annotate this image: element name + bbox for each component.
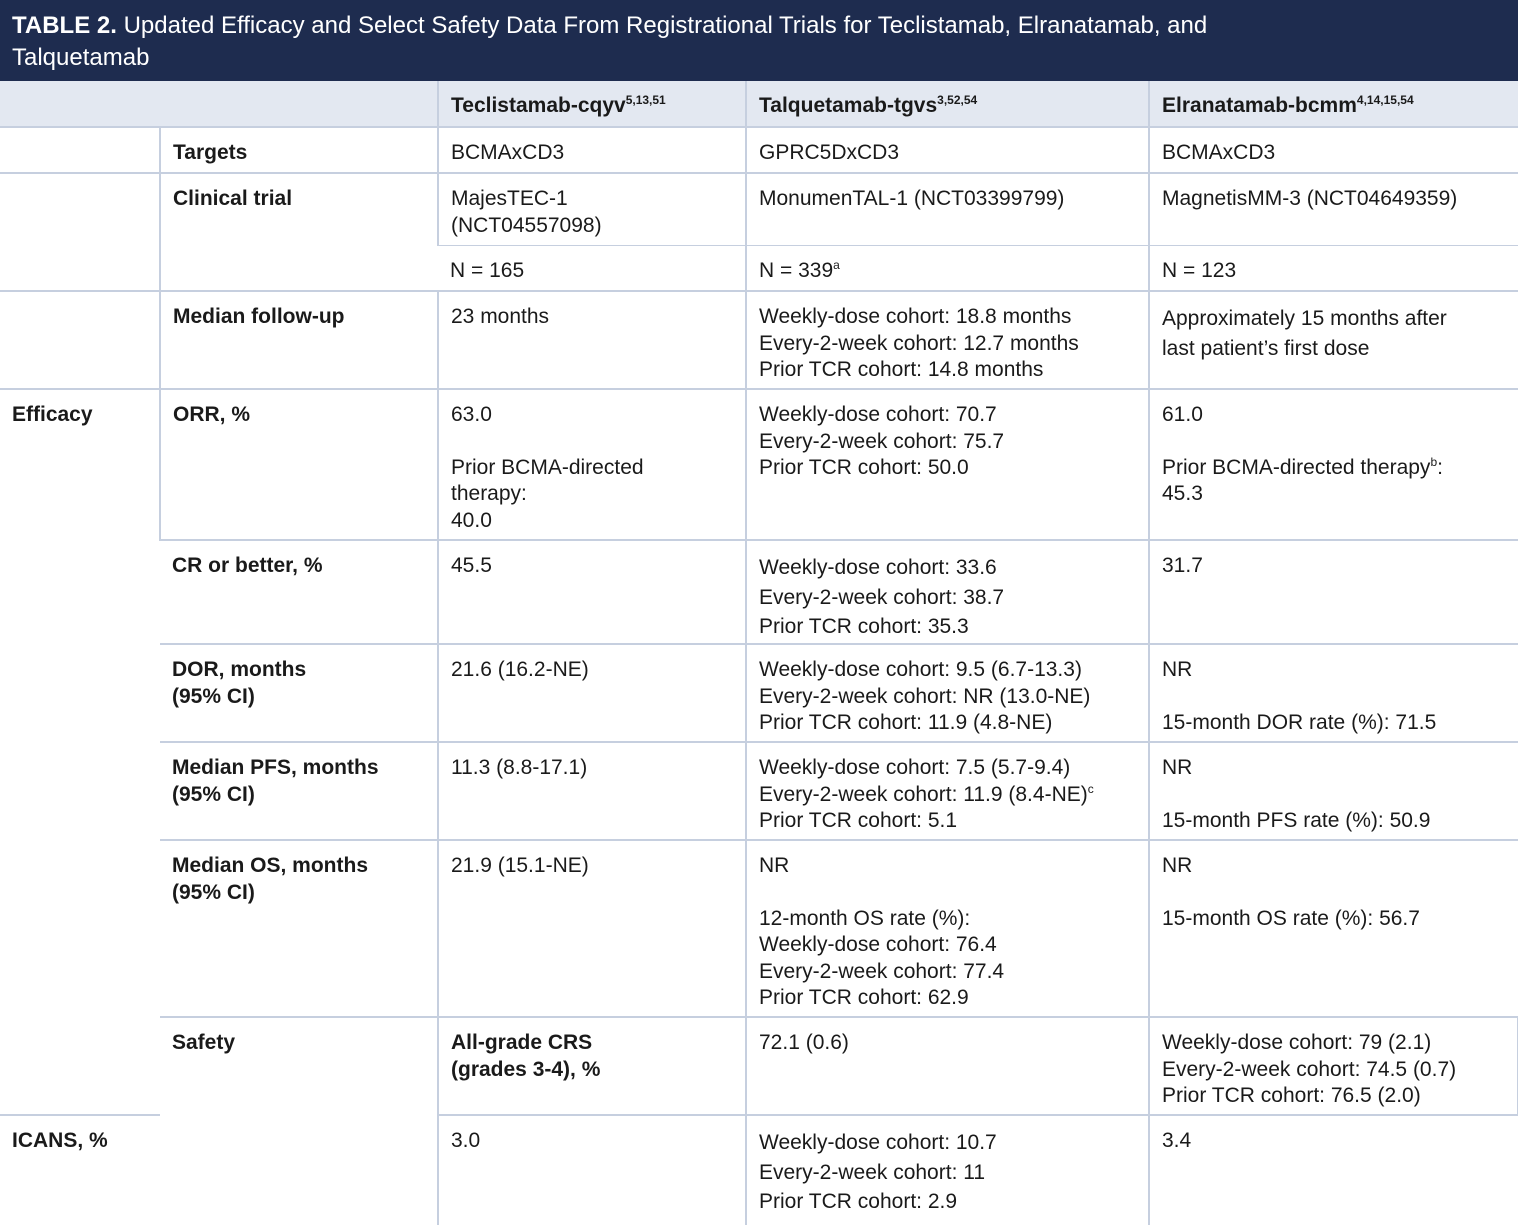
cell-text: Weekly-dose cohort: 7.5 (5.7-9.4) — [759, 756, 1071, 779]
cell-followup-talquetamab — [746, 291, 1149, 389]
row-label-text: Median OS, months — [172, 854, 369, 877]
cell-trial-talquetamab: MonumenTAL-1 (NCT03399799) — [746, 173, 1149, 245]
cell-text: 61.0 — [1162, 403, 1203, 426]
cell-text: Weekly-dose cohort: 18.8 months — [759, 305, 1072, 328]
row-median-pfs — [0, 742, 1518, 840]
row-cr-or-better — [0, 540, 1518, 644]
group-cell-empty — [0, 127, 160, 173]
cell-followup-teclistamab: 23 months — [438, 291, 746, 389]
cell-orr-teclistamab — [438, 389, 746, 540]
cell-text: NR — [1162, 854, 1193, 877]
header-teclistamab-refs: 5,13,51 — [625, 93, 666, 107]
cell-pfs-talquetamab — [746, 742, 1149, 840]
spacer — [759, 880, 1138, 906]
cell-text: Weekly-dose cohort: 79 (2.1) — [1162, 1031, 1432, 1054]
spacer — [1162, 782, 1508, 808]
cell-text: MajesTEC-1 — [451, 187, 568, 210]
cell-text: Prior TCR cohort: 14.8 months — [759, 358, 1044, 381]
header-empty-label — [160, 81, 438, 127]
cell-text: (NCT04557098) — [451, 213, 602, 237]
table-title-text-line1: Updated Efficacy and Select Safety Data From Registrational Trials for Teclistamab, Elranatamab, and — [123, 12, 1208, 39]
cell-text: last patient’s first dose — [1162, 337, 1370, 360]
footnote-mark: a — [833, 257, 840, 272]
cell-targets-elranatamab: BCMAxCD3 — [1149, 127, 1518, 173]
table-title — [0, 0, 1518, 81]
cell-text: Weekly-dose cohort: 33.6 — [759, 556, 997, 579]
cell-text: Prior TCR cohort: 62.9 — [759, 986, 969, 1009]
row-median-follow-up — [0, 291, 1518, 389]
cell-crs-talquetamab — [1149, 1017, 1518, 1115]
spacer — [451, 429, 735, 455]
cell-n-elranatamab: N = 123 — [1149, 245, 1518, 291]
spacer — [1162, 429, 1508, 455]
group-safety: Safety — [160, 1017, 438, 1225]
header-row — [0, 81, 1518, 127]
cell-pfs-teclistamab: 11.3 (8.8-17.1) — [438, 742, 746, 840]
row-label-text: All-grade CRS — [451, 1031, 593, 1054]
cell-icans-teclistamab: 3.0 — [438, 1115, 746, 1225]
cell-text: Weekly-dose cohort: 9.5 (6.7-13.3) — [759, 658, 1082, 681]
row-targets — [0, 127, 1518, 173]
row-label-median-follow-up: Median follow-up — [160, 291, 438, 389]
row-crs — [0, 1017, 1518, 1115]
cell-text: Every-2-week cohort: 77.4 — [759, 959, 1005, 983]
cell-text: Prior TCR cohort: 50.0 — [759, 456, 969, 479]
row-label-text: (95% CI) — [172, 782, 255, 806]
row-label-orr: ORR, % — [160, 389, 438, 540]
spacer — [1162, 684, 1508, 710]
cell-text-with-footnote — [1162, 455, 1508, 482]
row-median-os — [0, 840, 1518, 1017]
group-cell-empty — [0, 173, 160, 291]
cell-trial-elranatamab: MagnetisMM-3 (NCT04649359) — [1149, 173, 1518, 245]
table-title-text-line2: Talquetamab — [12, 44, 150, 71]
cell-text: Every-2-week cohort: 38.7 — [759, 585, 1005, 609]
cell-text: Every-2-week cohort: 74.5 (0.7) — [1162, 1057, 1457, 1081]
cell-text: 12-month OS rate (%): — [759, 906, 971, 930]
cell-text: Approximately 15 months after — [1162, 307, 1447, 330]
cell-text: 45.3 — [1162, 482, 1203, 505]
header-empty-stub — [0, 81, 160, 127]
header-talquetamab-label: Talquetamab-tgvs — [759, 94, 938, 117]
cell-text: Every-2-week cohort: NR (13.0-NE) — [759, 684, 1091, 708]
header-elranatamab — [1149, 81, 1518, 127]
cell-text: 40.0 — [451, 508, 492, 532]
cell-followup-elranatamab — [1149, 291, 1518, 389]
cell-orr-elranatamab — [1149, 389, 1518, 540]
cell-text: NR — [1162, 658, 1193, 681]
cell-cr-teclistamab: 45.5 — [438, 540, 746, 644]
cell-targets-teclistamab: BCMAxCD3 — [438, 127, 746, 173]
spacer — [1162, 880, 1508, 906]
cell-cr-elranatamab: 31.7 — [1149, 540, 1518, 644]
cell-dor-elranatamab — [1149, 644, 1518, 742]
cell-n-talquetamab — [746, 245, 1149, 291]
row-label-text: DOR, months — [172, 658, 307, 681]
cell-n-teclistamab: N = 165 — [438, 245, 746, 291]
cell-os-teclistamab: 21.9 (15.1-NE) — [438, 840, 746, 1017]
row-orr — [0, 389, 1518, 540]
row-label-icans: ICANS, % — [0, 1115, 160, 1225]
row-label-median-pfs — [160, 742, 438, 840]
cell-text: Prior TCR cohort: 76.5 (2.0) — [1162, 1084, 1421, 1107]
cell-dor-teclistamab: 21.6 (16.2-NE) — [438, 644, 746, 742]
cell-text: Weekly-dose cohort: 76.4 — [759, 933, 997, 956]
cell-trial-teclistamab — [438, 173, 746, 245]
row-dor — [0, 644, 1518, 742]
row-label-cr-or-better: CR or better, % — [160, 540, 438, 644]
cell-text: Weekly-dose cohort: 10.7 — [759, 1131, 997, 1154]
cell-text: Prior BCMA-directed — [451, 455, 644, 479]
cell-text: 15-month DOR rate (%): 71.5 — [1162, 710, 1437, 734]
cell-text: Prior BCMA-directed therapy — [1162, 455, 1431, 479]
group-efficacy: Efficacy — [0, 389, 160, 1115]
cell-os-talquetamab — [746, 840, 1149, 1017]
cell-text: Prior TCR cohort: 2.9 — [759, 1190, 958, 1213]
row-label-text: Median PFS, months — [172, 756, 379, 779]
row-label-crs — [438, 1017, 746, 1115]
cell-text: Prior TCR cohort: 35.3 — [759, 615, 969, 638]
cell-text: Prior TCR cohort: 11.9 (4.8-NE) — [759, 711, 1053, 734]
header-teclistamab-label: Teclistamab-cqyv — [451, 94, 626, 117]
row-label-text: (95% CI) — [172, 880, 255, 904]
cell-os-elranatamab — [1149, 840, 1518, 1017]
cell-pfs-elranatamab — [1149, 742, 1518, 840]
cell-icans-talquetamab — [746, 1115, 1149, 1225]
row-label-targets: Targets — [160, 127, 438, 173]
table-number: TABLE 2. — [12, 12, 117, 39]
cell-text: Every-2-week cohort: 11 — [759, 1160, 986, 1184]
row-label-median-os — [160, 840, 438, 1017]
group-cell-empty — [0, 291, 160, 389]
footnote-mark: b — [1430, 454, 1438, 469]
row-clinical-trial — [0, 173, 1518, 245]
cell-text: Every-2-week cohort: 12.7 months — [759, 331, 1079, 355]
cell-text: Every-2-week cohort: 11.9 (8.4-NE) — [759, 782, 1088, 806]
cell-text: Prior TCR cohort: 5.1 — [759, 809, 958, 832]
header-elranatamab-label: Elranatamab-bcmm — [1162, 94, 1357, 117]
row-label-clinical-trial: Clinical trial — [160, 173, 438, 291]
cell-orr-talquetamab — [746, 389, 1149, 540]
cell-text: 15-month PFS rate (%): 50.9 — [1162, 808, 1431, 832]
header-teclistamab — [438, 81, 746, 127]
cell-text: Weekly-dose cohort: 70.7 — [759, 403, 997, 426]
data-table — [0, 81, 1518, 1225]
cell-text: N = 339 — [759, 258, 834, 282]
footnote-mark: c — [1087, 781, 1094, 796]
header-talquetamab — [746, 81, 1149, 127]
row-label-dor — [160, 644, 438, 742]
cell-text: 63.0 — [451, 403, 492, 426]
header-elranatamab-refs: 4,14,15,54 — [1356, 93, 1414, 107]
cell-text: : — [1437, 455, 1443, 479]
row-label-text: (grades 3-4), % — [451, 1057, 601, 1081]
cell-text: 15-month OS rate (%): 56.7 — [1162, 906, 1420, 930]
cell-cr-talquetamab — [746, 540, 1149, 644]
cell-text: Every-2-week cohort: 75.7 — [759, 429, 1005, 453]
cell-targets-talquetamab: GPRC5DxCD3 — [746, 127, 1149, 173]
cell-text-with-footnote — [759, 782, 1138, 809]
cell-crs-teclistamab: 72.1 (0.6) — [746, 1017, 1149, 1115]
cell-text: therapy: — [451, 482, 527, 505]
row-label-text: (95% CI) — [172, 684, 255, 708]
cell-dor-talquetamab — [746, 644, 1149, 742]
cell-icans-elranatamab: 3.4 — [1149, 1115, 1518, 1225]
header-talquetamab-refs: 3,52,54 — [937, 93, 978, 107]
cell-text: NR — [1162, 756, 1193, 779]
cell-text: NR — [759, 854, 790, 877]
